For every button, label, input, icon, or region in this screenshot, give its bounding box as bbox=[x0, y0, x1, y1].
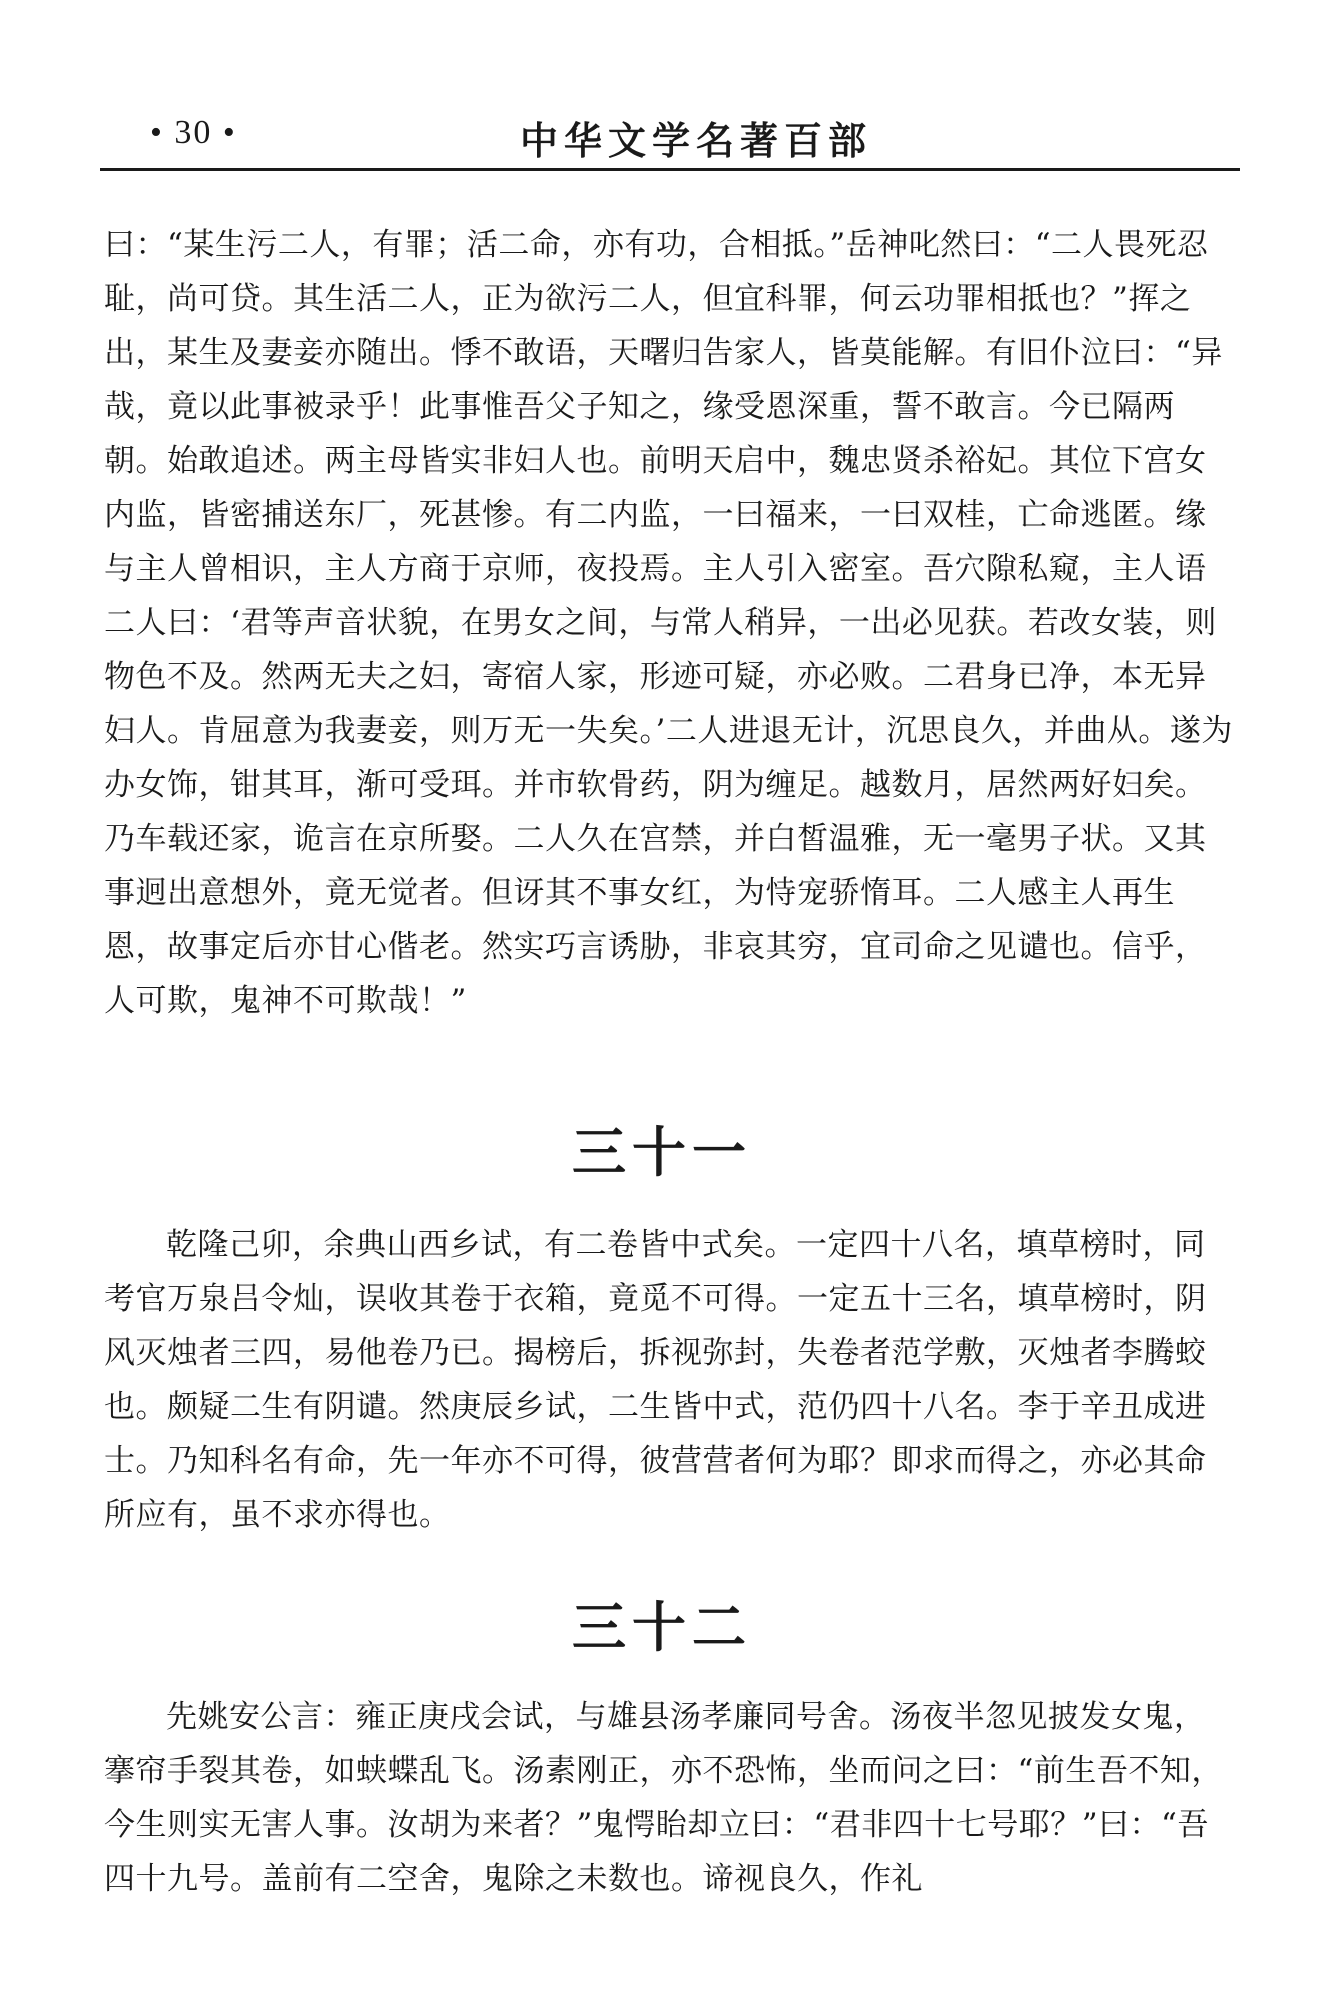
chapter-heading-31: 三十一 bbox=[572, 1121, 752, 1184]
section-31-body bbox=[104, 1218, 1234, 1542]
paragraph: 曰：“某生污二人，有罪；活二命，亦有功，合相抵。”岳神叱然曰：“二人畏死忍耻，尚可贷。其生活二人，正为欲污二人，但宜科罪，何云功罪相抵也？”挥之出，某生及妻妾亦随出。悸不敢语，天曙归告家人，皆莫能解。有旧仆泣曰：“异哉，竟以此事被录乎！此事惟吾父子知之，缘受恩深重，誓不敢言。今已隔两朝。始敢追述。两主母皆实非妇人也。前明天启中，魏忠贤杀裕妃。其位下宫女内监，皆密捕送东厂，死甚惨。有二内监，一曰福来，一曰双桂，亡命逃匿。缘与主人曾相识，主人方商于京师，夜投焉。主人引入密室。吾穴隙私窥，主人语二人曰：‘君等声音状貌，在男女之间，与常人稍异，一出必见获。若改女装，则物色不及。然两无夫之妇，寄宿人家，形迹可疑，亦必败。二君身已净，本无异妇人。肯屈意为我妻妾，则万无一失矣。’二人进退无计，沉思良久，并曲从。遂为办女饰，钳其耳，渐可受珥。并市软骨药，阴为缠足。越数月，居然两好妇矣。乃车载还家，诡言在京所娶。二人久在宫禁，并白皙温雅，无一毫男子状。又其事迥出意想外，竟无觉者。但讶其不事女红，为恃宠骄惰耳。二人感主人再生恩，故事定后亦甘心偕老。然实巧言诱胁，非哀其穷，宜司命之见谴也。信乎，人可欺，鬼神不可欺哉！” bbox=[104, 227, 1233, 1019]
running-header bbox=[100, 108, 1240, 168]
section-30-continued bbox=[104, 218, 1234, 1028]
paragraph: 先姚安公言：雍正庚戌会试，与雄县汤孝廉同号舍。汤夜半忽见披发女鬼，搴帘手裂其卷，如蛱蝶乱飞。汤素刚正，亦不恐怖，坐而问之曰：“前生吾不知，今生则实无害人事。汝胡为来者？”鬼愕眙却立曰：“君非四十七号耶？”曰：“吾四十九号。盖前有二空舍，鬼除之未数也。谛视良久，作礼 bbox=[104, 1699, 1223, 1897]
page-number: • 30 • bbox=[150, 114, 237, 151]
section-32-body bbox=[104, 1690, 1234, 1906]
chapter-heading-32: 三十二 bbox=[572, 1596, 752, 1659]
book-title: 中华文学名著百部 bbox=[520, 118, 873, 163]
header-divider bbox=[100, 168, 1240, 171]
paragraph: 乾隆己卯，余典山西乡试，有二卷皆中式矣。一定四十八名，填草榜时，同考官万泉吕令灿，误收其卷于衣箱，竟觅不可得。一定五十三名，填草榜时，阴风灭烛者三四，易他卷乃已。揭榜后，拆视弥封，失卷者范学敷，灭烛者李腾蛟也。颇疑二生有阴谴。然庚辰乡试，二生皆中式，范仍四十八名。李于辛丑成进士。乃知科名有命，先一年亦不可得，彼营营者何为耶？即求而得之，亦必其命所应有，虽不求亦得也。 bbox=[104, 1227, 1207, 1533]
